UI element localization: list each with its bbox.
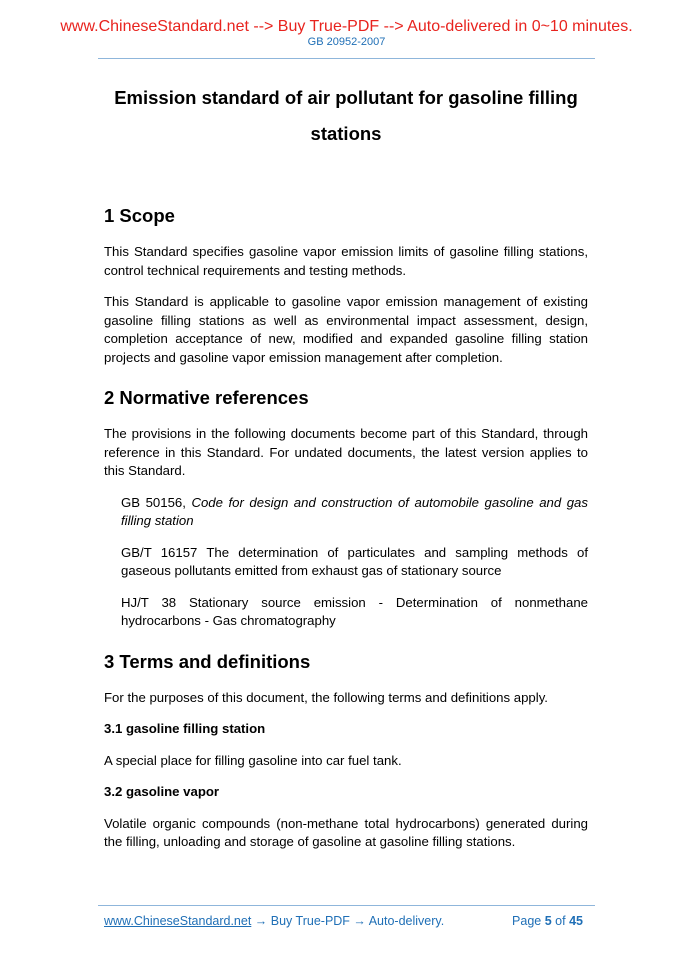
header-divider (98, 58, 595, 59)
section-heading-scope: 1 Scope (104, 205, 175, 226)
page-label: Page (512, 914, 542, 928)
footer-trail-text[interactable]: → Buy True-PDF → Auto-delivery. (251, 914, 445, 928)
reference-code: HJ/T 38 (121, 594, 177, 610)
document-title: Emission standard of air pollutant for gasoline filling stations (114, 87, 578, 144)
reference-code: GB 50156, (121, 494, 186, 510)
footer-divider (98, 905, 595, 906)
term-heading: 3.1 gasoline filling station (104, 721, 266, 736)
term-definition: Volatile organic compounds (non-methane total hydrocarbons) generated during the filling, unloading and storage of gasoline at gasoline filling stations. (104, 815, 588, 849)
term-heading: 3.2 gasoline vapor (104, 784, 220, 799)
footer (104, 914, 588, 928)
reference-title: Code for design and construction of automobile gasoline and gas filling station (121, 494, 588, 528)
reference-title: Stationary source emission - Determination of nonmethane hydrocarbons - Gas chromatography (121, 594, 588, 628)
reference-item (121, 594, 588, 631)
page-indicator (512, 914, 583, 928)
document-body (104, 203, 588, 865)
reference-code: GB/T 16157 (121, 544, 198, 560)
section-heading-terms: 3 Terms and definitions (104, 650, 311, 672)
page-number: 5 (544, 914, 552, 928)
top-banner-link[interactable]: www.ChineseStandard.net --> Buy True-PDF --> Auto-delivered in 0~10 minutes. (60, 18, 633, 35)
scope-paragraph-1: This Standard specifies gasoline vapor emission limits of gasoline filling stations, control technical requirements and testing methods. (104, 244, 588, 278)
term-definition: A special place for filling gasoline into car fuel tank. (104, 752, 402, 768)
normative-intro: The provisions in the following documents become part of this Standard, through reference in this Standard. For undated documents, the latest version applies to this Standard. (104, 426, 588, 478)
reference-item (121, 494, 588, 531)
section-heading-normative-references: 2 Normative references (104, 387, 309, 408)
terms-intro: For the purposes of this document, the following terms and definitions apply. (104, 689, 548, 705)
page-total: 45 (569, 914, 583, 928)
footer-site-link[interactable]: www.ChineseStandard.net (104, 914, 252, 928)
reference-item (121, 544, 588, 581)
reference-title: The determination of particulates and sampling methods of gaseous pollutants emitted from exhaust gas of stationary source (121, 544, 588, 578)
scope-paragraph-2: This Standard is applicable to gasoline vapor emission management of existing gasoline filling stations as well as environmental impact assessment, design, completion acceptance of new, modified and expanded gasoline filling station projects and gasoline vapor emission management after completion. (104, 294, 588, 365)
standard-code: GB 20952-2007 (307, 36, 386, 48)
page-of-label: of (555, 914, 566, 928)
